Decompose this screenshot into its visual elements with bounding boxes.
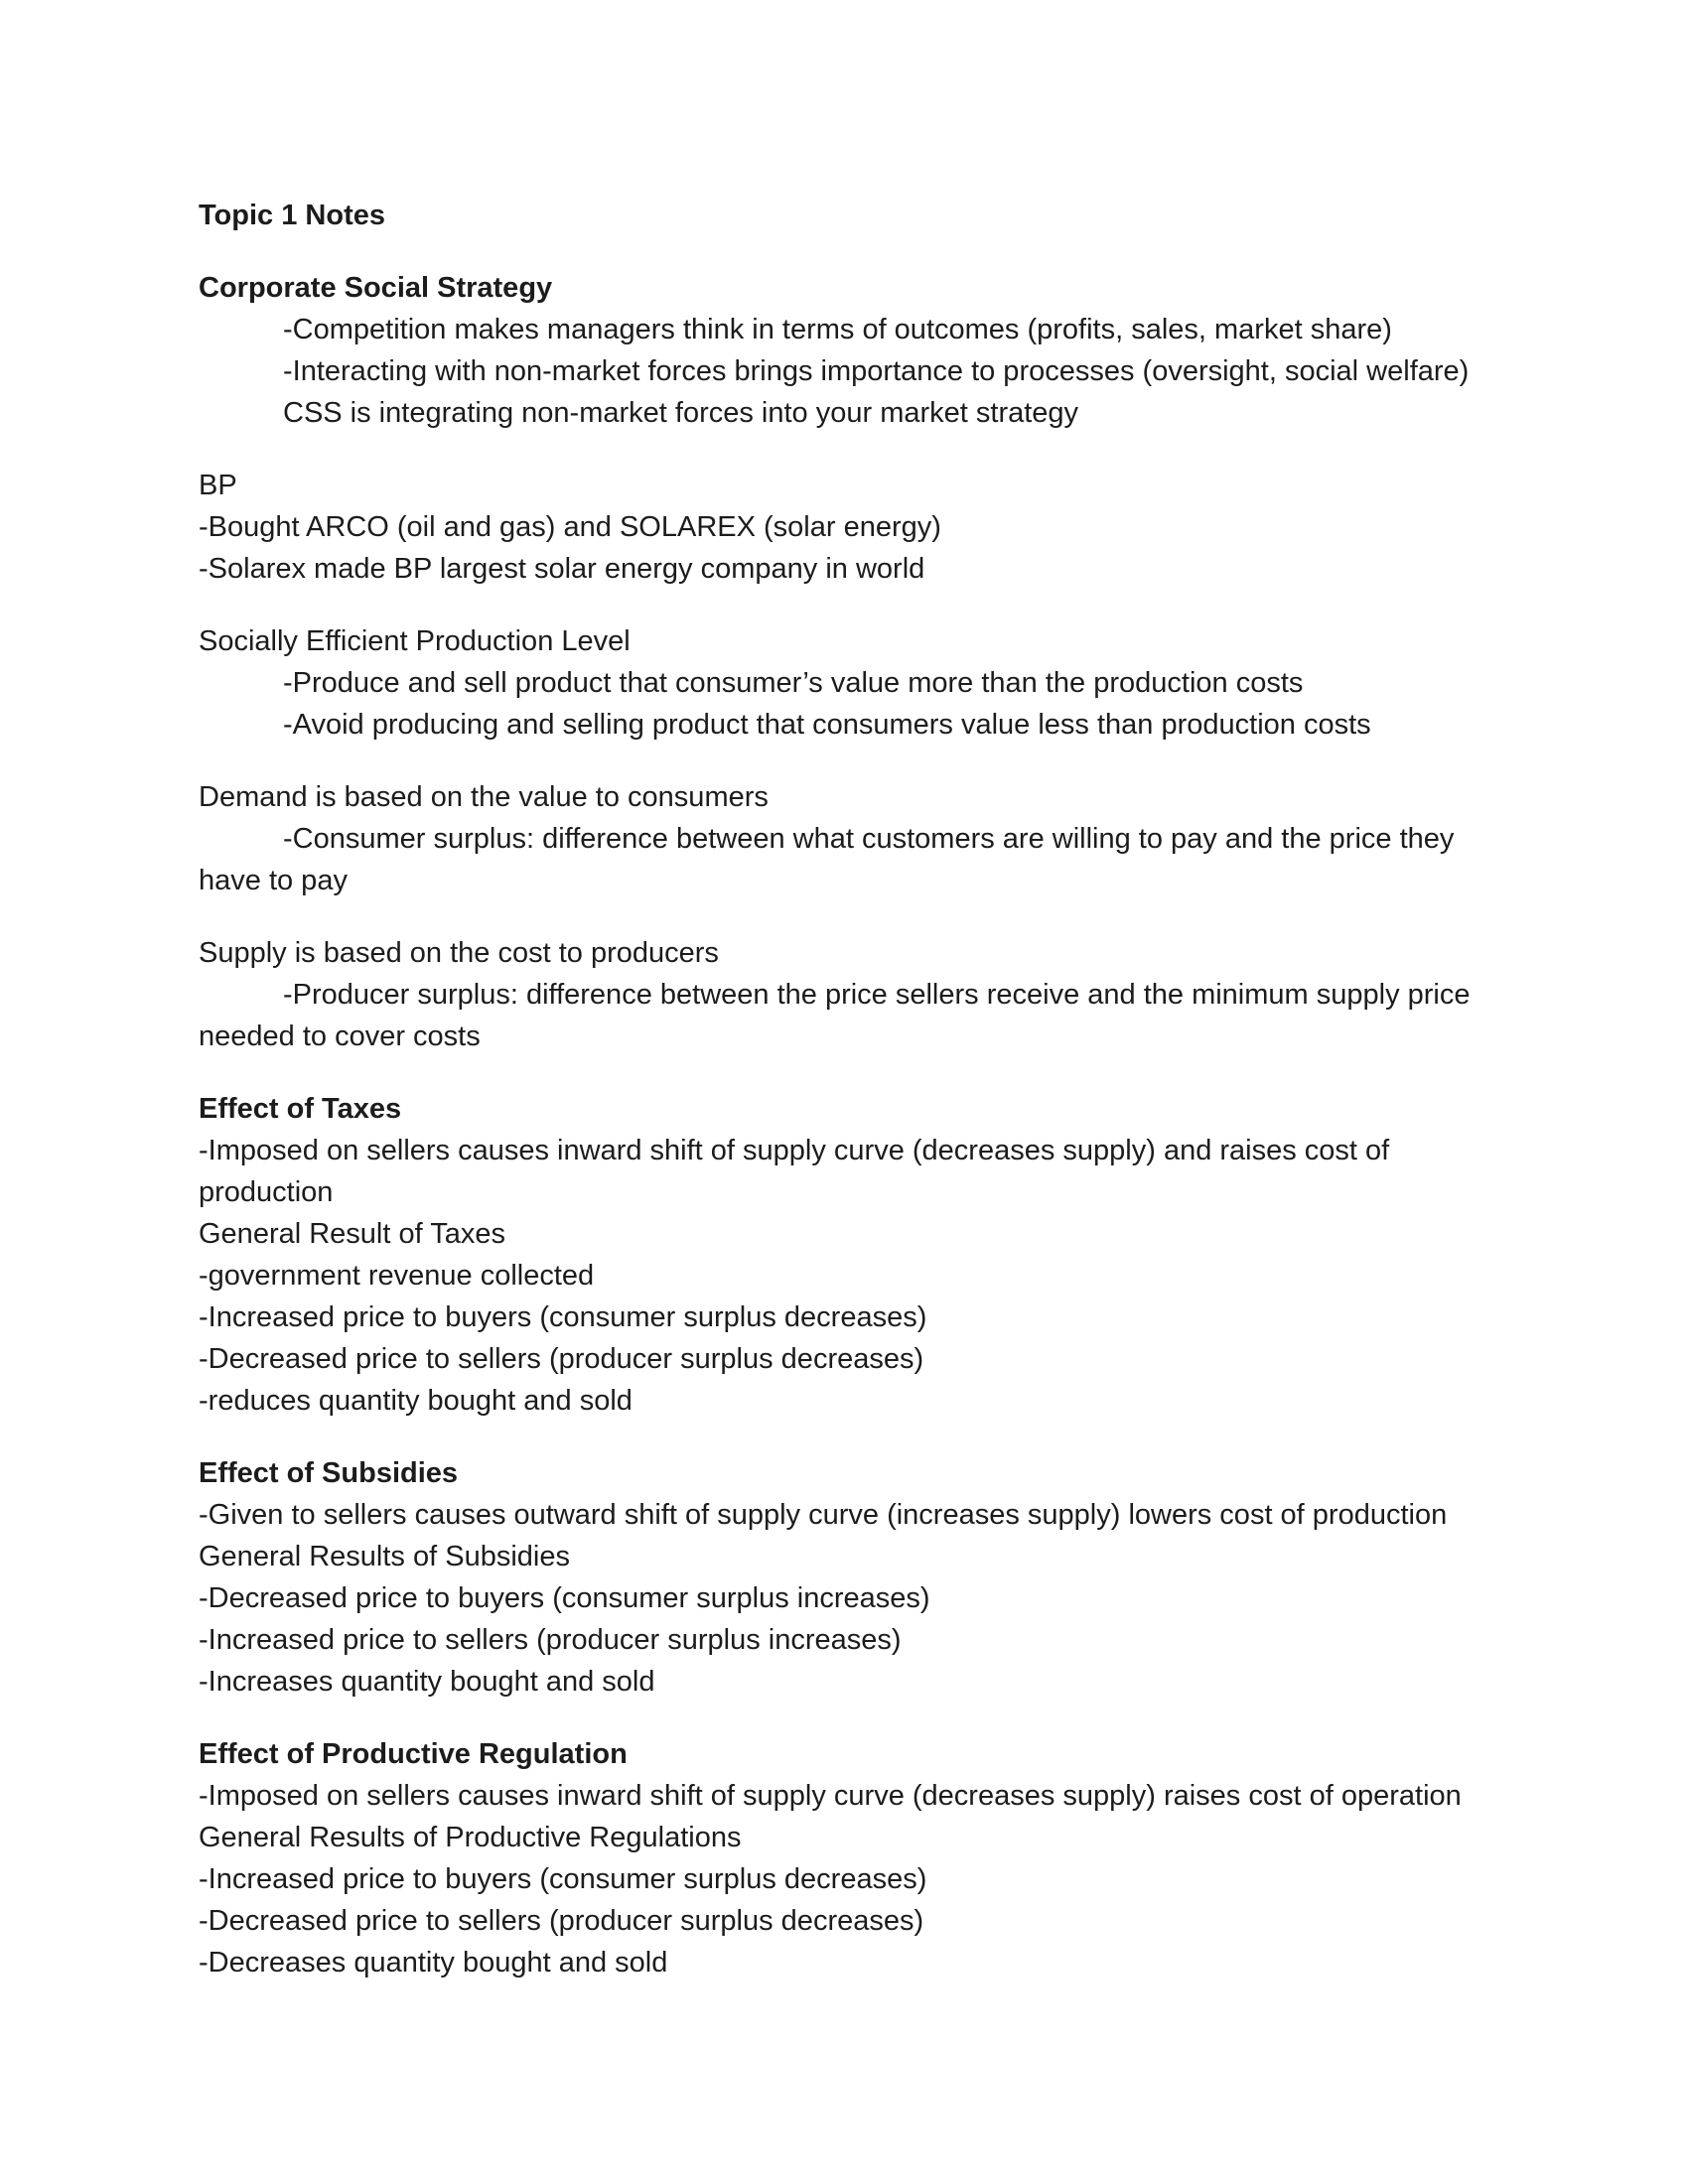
section-heading: Effect of Subsidies — [199, 1457, 459, 1489]
note-line: Socially Efficient Production Level — [199, 625, 631, 657]
note-line: -Increased price to sellers (producer surplus increases) — [199, 1624, 902, 1656]
note-section-effect-of-productive-regulation — [199, 1733, 1519, 1983]
note-line: -Increased price to buyers (consumer surplus decreases) — [199, 1301, 927, 1333]
section-heading: Effect of Productive Regulation — [199, 1738, 628, 1770]
note-line: -Decreases quantity bought and sold — [199, 1947, 668, 1979]
note-line: CSS is integrating non-market forces into your market strategy — [283, 397, 1079, 429]
note-line: -Bought ARCO (oil and gas) and SOLAREX (solar energy) — [199, 511, 941, 543]
note-line: -Given to sellers causes outward shift of supply curve (increases supply) lowers cost of production — [199, 1499, 1448, 1531]
note-line: General Result of Taxes — [199, 1218, 505, 1250]
note-line: Supply is based on the cost to producers — [199, 937, 719, 969]
note-line: Demand is based on the value to consumers — [199, 781, 769, 813]
note-line: -Competition makes managers think in terms of outcomes (profits, sales, market share) — [283, 314, 1392, 345]
note-section-effect-of-taxes — [199, 1088, 1519, 1422]
note-line: -Increases quantity bought and sold — [199, 1666, 655, 1698]
section-heading: Topic 1 Notes — [199, 200, 385, 231]
note-section-bp — [199, 465, 1519, 590]
note-section-socially-efficient-production-level — [199, 620, 1519, 746]
note-section-title — [199, 195, 1519, 236]
note-section-corporate-social-strategy — [199, 267, 1519, 434]
note-line: needed to cover costs — [199, 1021, 481, 1052]
note-line: -Increased price to buyers (consumer surplus decreases) — [199, 1863, 927, 1895]
note-line: -Decreased price to buyers (consumer surplus increases) — [199, 1582, 930, 1614]
note-line: -Decreased price to sellers (producer surplus decreases) — [199, 1905, 924, 1937]
note-line: BP — [199, 470, 237, 501]
note-section-supply — [199, 932, 1519, 1057]
note-line: -Decreased price to sellers (producer surplus decreases) — [199, 1343, 924, 1375]
note-section-effect-of-subsidies — [199, 1452, 1519, 1703]
section-heading: Corporate Social Strategy — [199, 272, 553, 304]
note-line: -Consumer surplus: difference between what customers are willing to pay and the price they — [283, 823, 1455, 855]
note-line: General Results of Productive Regulations — [199, 1822, 742, 1853]
note-line: -Producer surplus: difference between the price sellers receive and the minimum supply price — [283, 979, 1471, 1011]
note-line: -Avoid producing and selling product that consumers value less than production costs — [283, 709, 1371, 741]
section-heading: Effect of Taxes — [199, 1093, 402, 1125]
note-line: have to pay — [199, 865, 348, 896]
note-line: -Imposed on sellers causes inward shift of supply curve (decreases supply) raises cost of operation — [199, 1780, 1462, 1812]
note-line: -Imposed on sellers causes inward shift of supply curve (decreases supply) and raises cost of production — [199, 1135, 1398, 1208]
note-line: General Results of Subsidies — [199, 1541, 570, 1572]
note-line: -Solarex made BP largest solar energy company in world — [199, 553, 925, 585]
note-line: -Produce and sell product that consumer’s value more than the production costs — [283, 667, 1304, 699]
note-line: -government revenue collected — [199, 1260, 595, 1292]
note-line: -Interacting with non-market forces brings importance to processes (oversight, social welfare) — [283, 355, 1470, 387]
note-line: -reduces quantity bought and sold — [199, 1385, 633, 1417]
note-section-demand — [199, 776, 1519, 901]
